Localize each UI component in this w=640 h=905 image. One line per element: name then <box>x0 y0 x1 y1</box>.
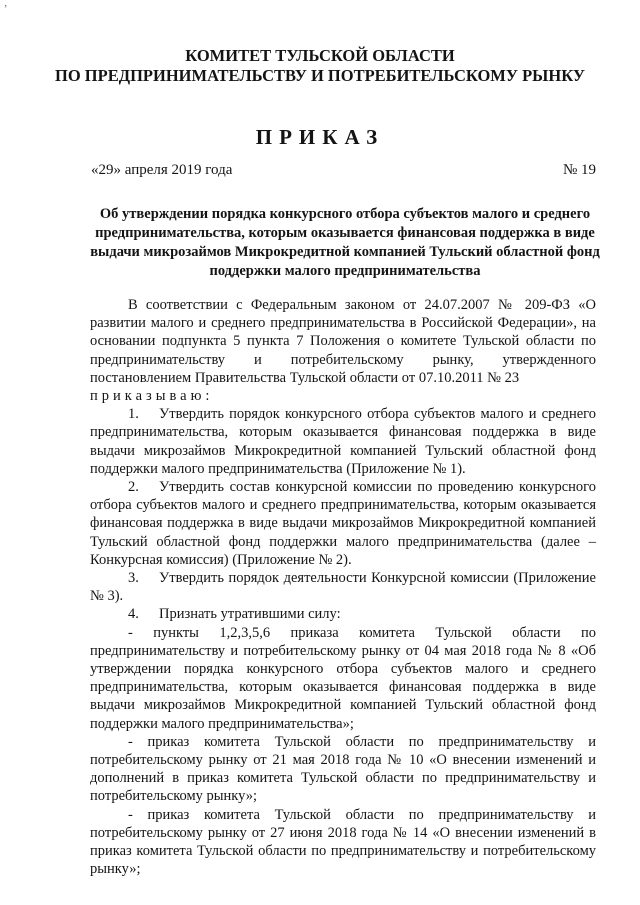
document-date: «29» апреля 2019 года <box>91 162 233 178</box>
document-number: № 19 <box>562 162 596 178</box>
repealed-item: - приказ комитета Тульской области по предпринимательству и потребительскому рынку от 27 июня 2018 года № 14 «О внесении изменений в приказ комитета Тульской области по предпринимательству и потребительскому рынку»; <box>90 806 596 878</box>
item-number: 4. <box>128 606 139 623</box>
document-body <box>90 296 596 879</box>
item-text: Утвердить состав конкурсной комиссии по проведению конкурсного отбора субъектов малого и среднего предпринимательства, которым оказывается финансовая поддержка в виде выдачи микрозаймов Микрокредитной компанией Тульский областной фонд поддержки малого предпринимательства (далее – Конкурсная комиссия) (Приложение № 2). <box>90 479 596 568</box>
intro-paragraph: В соответствии с Федеральным законом от 24.07.2007 № 209-ФЗ «О развитии малого и среднего предпринимательства в Российской Федерации», на основании подпункта 5 пункта 7 Положения о комитете Тульской области по предпринимательству и потребительскому рынку, утвержденного постановлением Правительства Тульской области от 07.10.2011 № 23 <box>90 297 596 386</box>
item-text: Признать утратившими силу: <box>159 606 341 623</box>
organization-header <box>0 46 640 86</box>
org-line-2: ПО ПРЕДПРИНИМАТЕЛЬСТВУ И ПОТРЕБИТЕЛЬСКОМУ РЫНКУ <box>55 66 585 85</box>
item-text: Утвердить порядок конкурсного отбора субъектов малого и среднего предпринимательства, которым оказывается финансовая поддержка в виде выдачи микрозаймов Микрокредитной компанией Тульский областной фонд поддержки малого предпринимательства (Приложение № 1). <box>90 406 596 477</box>
item-text: Утвердить порядок деятельности Конкурсной комиссии (Приложение № 3). <box>90 570 596 605</box>
decree-word: приказываю: <box>90 388 214 405</box>
document-title: ПРИКАЗ <box>255 125 385 149</box>
org-line-1: КОМИТЕТ ТУЛЬСКОЙ ОБЛАСТИ <box>185 46 455 65</box>
repealed-item: - приказ комитета Тульской области по предпринимательству и потребительскому рынку от 21 мая 2018 года № 10 «О внесении изменений и дополнений в приказ комитета Тульской области по предпринимательству и потребительскому рынку»; <box>90 733 596 805</box>
item-number: 1. <box>128 406 139 423</box>
list-item <box>90 405 596 478</box>
list-item <box>90 569 596 605</box>
list-item <box>90 478 596 569</box>
document-subject: Об утверждении порядка конкурсного отбора субъектов малого и среднего предпринимательства, которым оказывается финансовая поддержка в виде выдачи микрозаймов Микрокредитной компанией Тульский областной фонд поддержки малого предпринимательства <box>90 206 600 279</box>
repealed-item: - пункты 1,2,3,5,6 приказа комитета Тульской области по предпринимательству и потребительскому рынку от 04 мая 2018 года № 8 «Об утверждении порядка конкурсного отбора субъектов малого и среднего предпринимательства, которым оказывается финансовая поддержка в виде выдачи микрозаймов Микрокредитной компанией Тульский областной фонд поддержки малого предпринимательства»; <box>90 624 596 732</box>
item-number: 2. <box>128 479 139 496</box>
item-number: 3. <box>128 570 139 587</box>
corner-mark: ’ <box>4 4 8 15</box>
list-item <box>90 605 596 623</box>
